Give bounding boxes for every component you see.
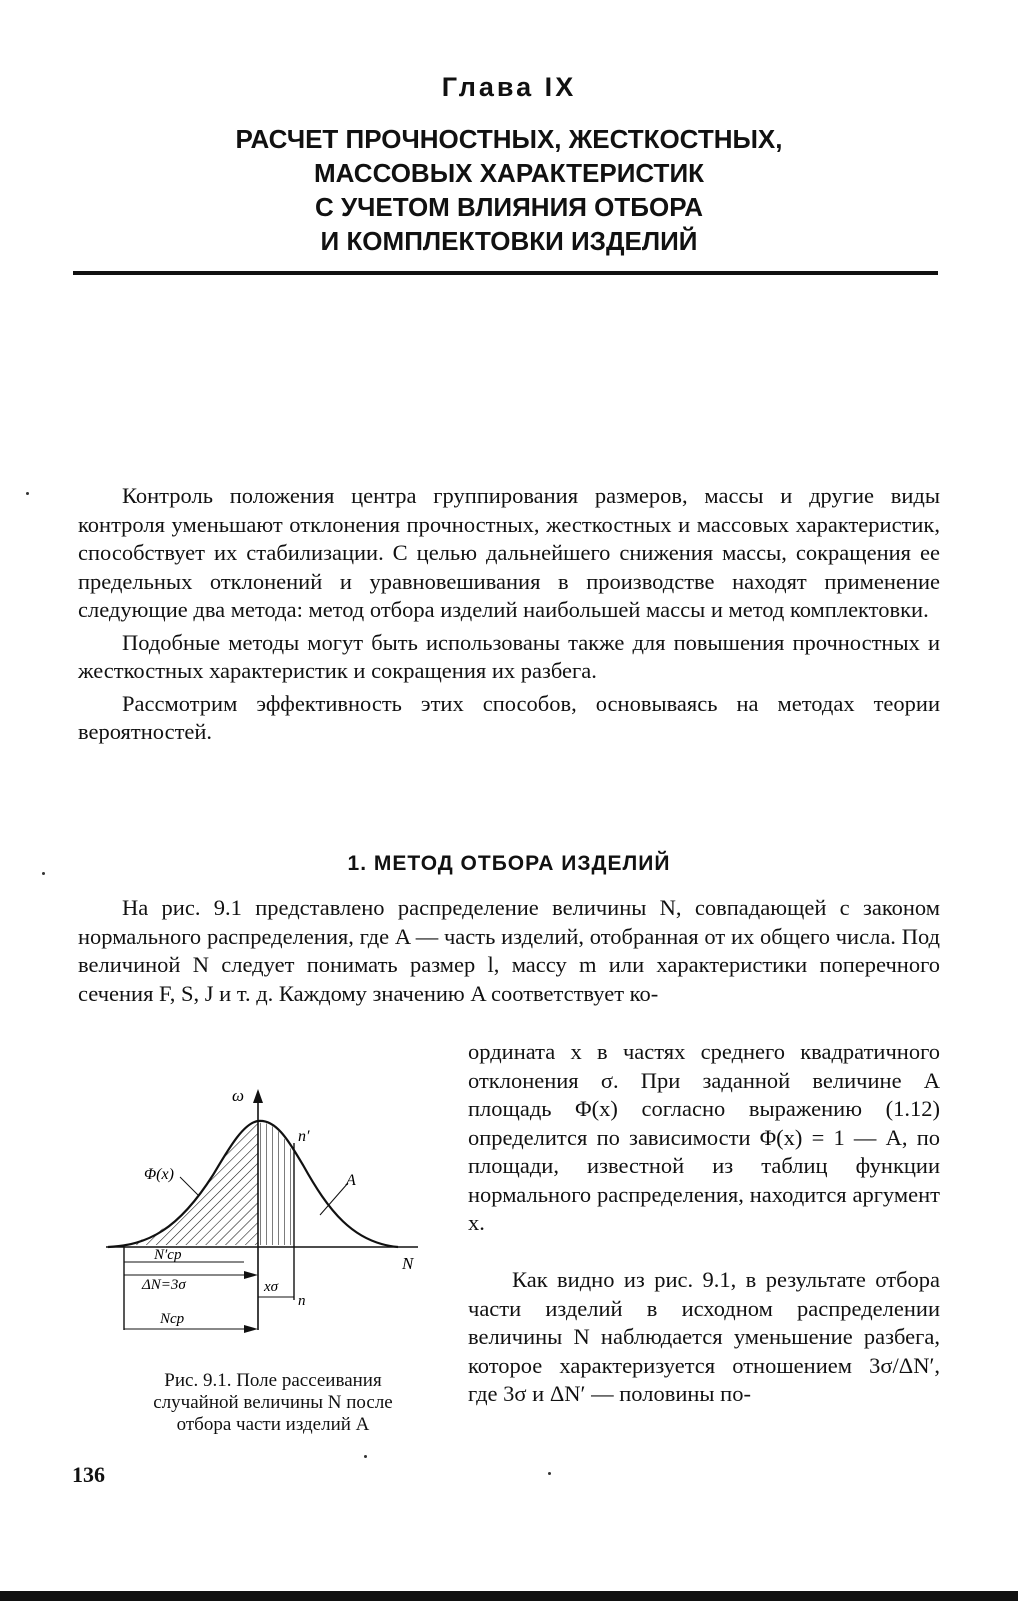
scan-speck xyxy=(42,872,45,875)
paragraph: Контроль положения центра группирования размеров, массы и другие виды контроля уменьшают отклонения прочностных, жесткостных и массовых характеристик, способствует их стабилизации. С целью дальнейшего снижения массы, сокращения ее предельных отклонений и уравновешивания в производстве находят применение следующие два метода: метод отбора изделий наибольшей массы и метод комплектовки. xyxy=(78,483,940,622)
a-label: A xyxy=(346,1172,356,1189)
intro-text xyxy=(78,482,940,747)
ncp-prime-label: N′cp xyxy=(154,1247,182,1263)
chapter-title-line: РАСЧЕТ ПРОЧНОСТНЫХ, ЖЕСТКОСТНЫХ, xyxy=(235,124,783,154)
phi-label: Φ(x) xyxy=(144,1166,174,1183)
scan-edge xyxy=(0,1591,1018,1601)
chapter-label: Глава IX xyxy=(441,72,577,102)
n-axis-label: N xyxy=(402,1254,414,1273)
figure-caption xyxy=(108,1370,438,1436)
scan-speck xyxy=(26,492,29,495)
section-heading: 1. МЕТОД ОТБОРА ИЗДЕЛИЙ xyxy=(347,852,671,875)
caption-line: отбора части изделий A xyxy=(176,1414,370,1435)
scan-speck xyxy=(548,1472,551,1475)
chapter-title-line: И КОМПЛЕКТОВКИ ИЗДЕЛИЙ xyxy=(320,226,698,256)
column-text xyxy=(468,1266,940,1409)
omega-label: ω xyxy=(232,1086,245,1105)
paragraph: Как видно из рис. 9.1, в результате отбора части изделий в исходном распределении величины N наблюдается уменьшение разбега, которое характеризуется отношением 3σ/ΔN′, где 3σ и ΔN′ — половины по- xyxy=(468,1267,940,1406)
paragraph: На рис. 9.1 представлено распределение величины N, совпадающей с законом нормального распределения, где A — часть изделий, отобранная от их общего числа. Под величиной N следует понимать размер l, массу m или характеристики поперечного сечения F, S, J и т. д. Каждому значению A соответствует ко- xyxy=(78,895,940,1006)
paragraph: Рассмотрим эффективность этих способов, основываясь на методах теории вероятностей. xyxy=(78,690,940,744)
delta-n-label: ΔN=3σ xyxy=(142,1277,186,1293)
phi-leader xyxy=(180,1177,198,1195)
hatched-area-right xyxy=(253,1115,298,1250)
distribution-figure xyxy=(98,1085,438,1365)
caption-line: случайной величины N после xyxy=(153,1392,393,1413)
omega-arrow xyxy=(253,1089,263,1103)
section-text xyxy=(78,894,940,1008)
x-sigma-label: xσ xyxy=(264,1279,279,1295)
chapter-title xyxy=(80,122,938,258)
paragraph: ордината x в частях среднего квадратичного отклонения σ. При заданной величине A площадь Φ(x) согласно выражению (1.12) определится по зависимости Φ(x) = 1 — A, по площади, известной из таблиц функции нормального распределения, находится аргумент x. xyxy=(468,1039,940,1235)
ncp-label: Ncp xyxy=(160,1311,185,1327)
chapter-title-line: С УЧЕТОМ ВЛИЯНИЯ ОТБОРА xyxy=(314,192,704,222)
caption-line: Рис. 9.1. Поле рассеивания xyxy=(164,1370,382,1391)
hatched-area-left xyxy=(118,1115,263,1250)
title-rule xyxy=(73,271,938,275)
n-prime-label: n′ xyxy=(298,1128,310,1145)
chapter-title-line: МАССОВЫХ ХАРАКТЕРИСТИК xyxy=(314,158,704,188)
scan-speck xyxy=(364,1455,367,1458)
n-small-label: n xyxy=(298,1293,306,1309)
paragraph: Подобные методы могут быть использованы также для повышения прочностных и жесткостных характеристик и сокращения их разбега. xyxy=(78,629,940,683)
page-number: 136 xyxy=(72,1462,105,1487)
column-text xyxy=(468,1038,940,1238)
